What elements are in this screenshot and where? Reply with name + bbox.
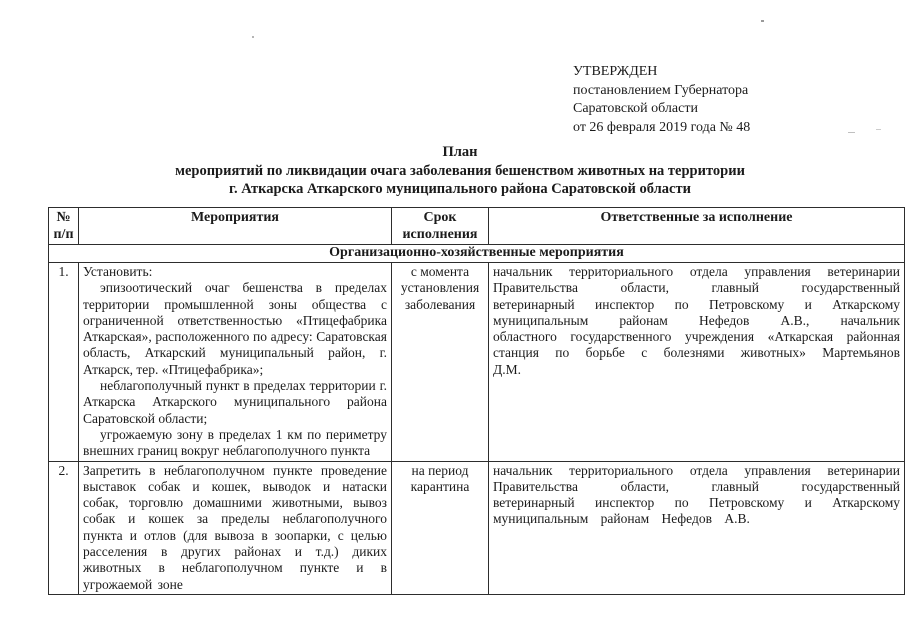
section-header: Организационно-хозяйственные мероприятия (49, 245, 905, 263)
measures-cell (79, 461, 392, 594)
table-header-row (49, 208, 905, 245)
col-header-responsible: Ответственные за исполнение (489, 208, 905, 245)
responsible-text: начальник территориального отдела управления ветеринарии Правительства области, главный государственный ветеринарный инспектор по Петровскому и Аткарскому муниципальным районам Нефедов А.В. (493, 462, 900, 527)
approval-line: постановлением Губернатора (573, 82, 749, 98)
document-title (40, 143, 880, 199)
measures-cell (79, 263, 392, 462)
row-number: 1. (49, 263, 79, 462)
measures-paragraph: угрожаемую зону в пределах 1 км по периметру внешних границ вокруг неблагополучного пункта (83, 426, 387, 459)
col-header-measures: Мероприятия (79, 208, 392, 245)
responsible-cell (489, 263, 905, 462)
measures-paragraph: Запретить в неблагополучном пункте проведение выставок собак и кошек, выводок и натаски собак, торговлю домашними животными, вывоз собак и кошек за пределы неблагополучного пункта и отлов (для вывоза в зоопарки, с целью расселения в других районах и т.д.) диких животных в неблагополучном пункте и в угрожаемой зоне (83, 462, 387, 592)
scan-speck (848, 132, 855, 133)
term-cell: на период карантина (392, 461, 489, 594)
plan-table (48, 207, 905, 595)
measures-paragraph: неблагополучный пункт в пределах территории г. Аткарска Аткарского муниципального района Саратовской области; (83, 378, 387, 426)
approval-line: УТВЕРЖДЕН (573, 64, 658, 79)
section-header-row (49, 245, 905, 263)
scan-speck (252, 36, 254, 38)
title-line-3: г. Аткарска Аткарского муниципального района Саратовской области (229, 181, 691, 197)
measures-paragraph: эпизоотический очаг бешенства в пределах территории промышленной зоны общества с ограниченной ответственностью «Птицефабрика Аткарская», расположенного по адресу: Саратовская область, Аткарский муниципальный район, г. Аткарск, тер. «Птицефабрика»; (83, 280, 387, 377)
row-number: 2. (49, 461, 79, 594)
scan-speck (876, 129, 881, 130)
approval-line: Саратовской области (573, 101, 698, 116)
scan-speck (761, 20, 764, 22)
table-row-2 (49, 461, 905, 594)
title-line-1: План (442, 144, 478, 160)
approval-line: от 26 февраля 2019 года № 48 (573, 119, 751, 135)
col-header-term: Срок исполнения (392, 208, 489, 245)
responsible-cell (489, 461, 905, 594)
responsible-text: начальник территориального отдела управления ветеринарии Правительства области, главный государственный ветеринарный инспектор по Петровскому и Аткарскому муниципальным районам Нефедов А.В., начальник областного государственного учреждения «Аткарская районная станция по борьбе с болезнями животных» Мартемьянов Д.М. (493, 264, 900, 377)
approval-block (573, 63, 750, 137)
col-header-num: № п/п (49, 208, 79, 245)
measures-intro: Установить: (83, 264, 153, 279)
title-line-2: мероприятий по ликвидации очага заболевания бешенством животных на территории (175, 162, 745, 179)
table-row-1 (49, 263, 905, 462)
term-cell: с момента установления заболевания (392, 263, 489, 462)
